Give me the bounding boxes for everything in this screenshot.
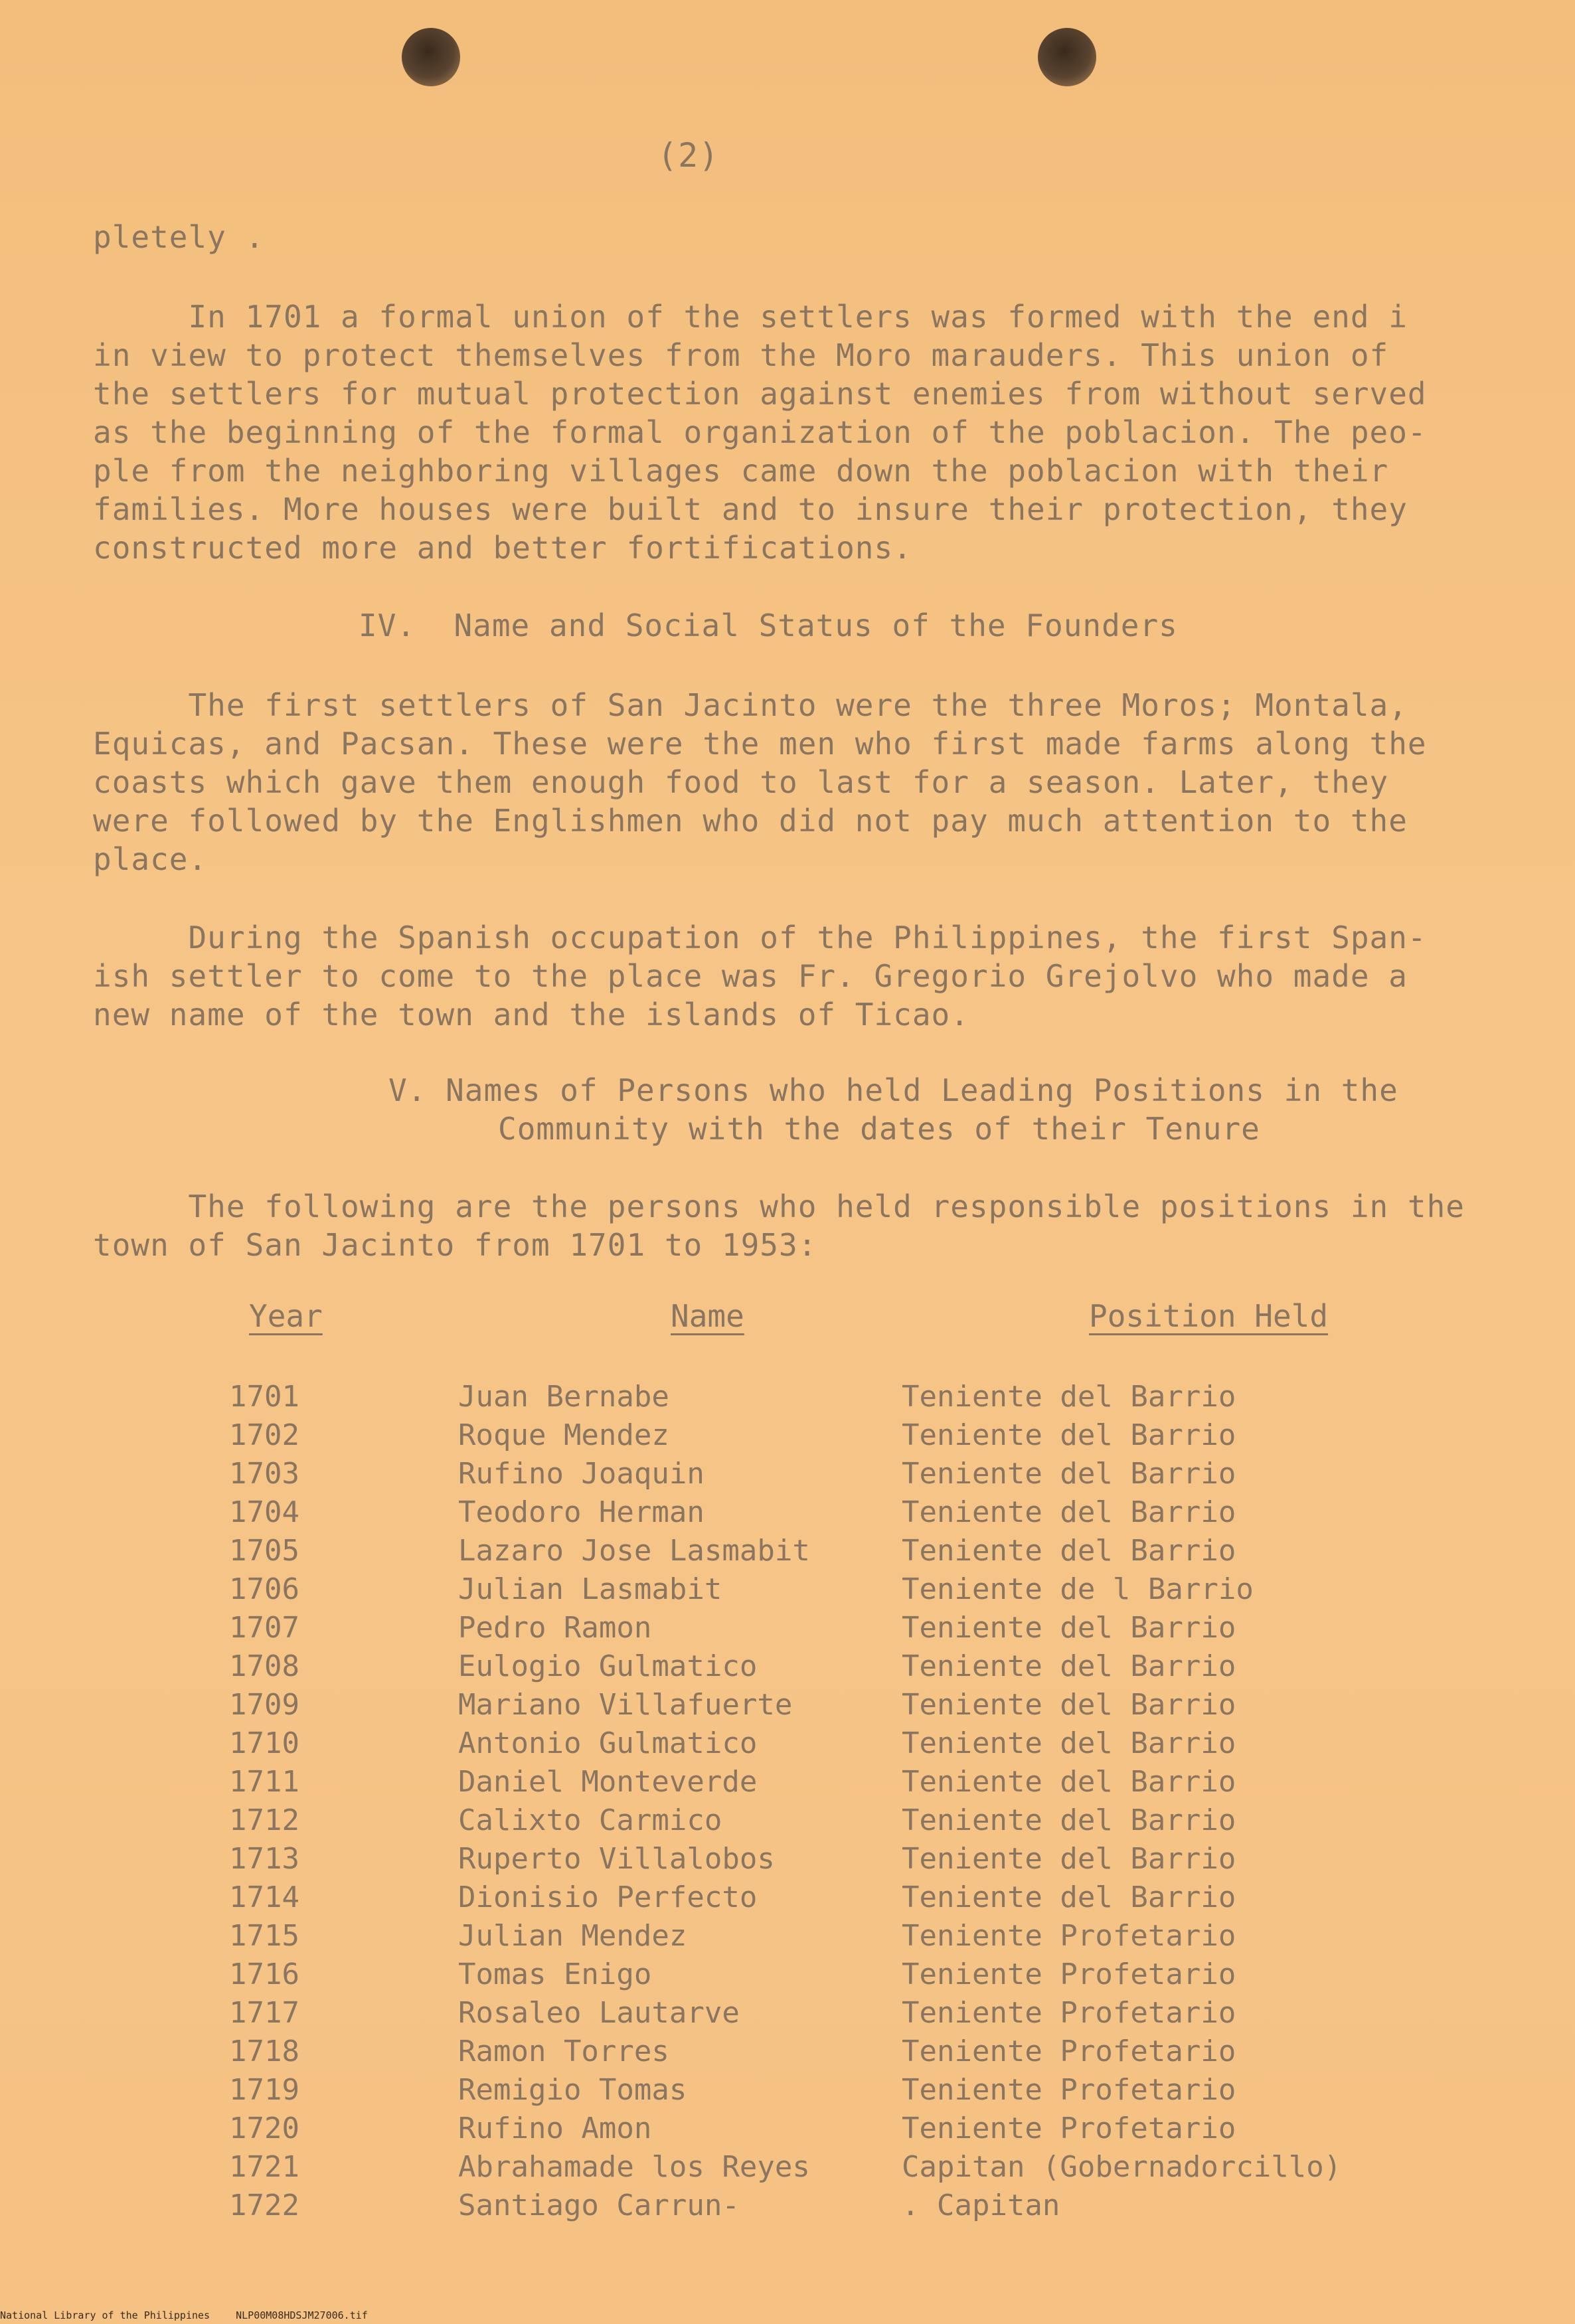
name-cell: Dionisio Perfecto (458, 1880, 758, 1914)
year-cell: 1708 (229, 1649, 299, 1683)
text-line: place. (93, 841, 208, 877)
page-number: (2) (657, 136, 720, 175)
position-cell: Teniente del Barrio (902, 1880, 1236, 1914)
table-row (0, 1765, 1575, 1803)
position-cell: Teniente del Barrio (902, 1380, 1236, 1414)
year-cell: 1706 (229, 1572, 299, 1606)
year-cell: 1709 (229, 1688, 299, 1722)
position-cell: Teniente del Barrio (902, 1649, 1236, 1683)
table-header-name: Name (671, 1298, 744, 1334)
text-line: In 1701 a formal union of the settlers was formed with the end i (93, 299, 1408, 335)
text-line: ple from the neighboring villages came down the poblacion with their (93, 453, 1389, 489)
table-row (0, 1919, 1575, 1957)
year-cell: 1720 (229, 2112, 299, 2145)
position-cell: Teniente Profetario (902, 1996, 1236, 2030)
table-row (0, 1611, 1575, 1649)
position-cell: Teniente del Barrio (902, 1688, 1236, 1722)
name-cell: Daniel Monteverde (458, 1765, 758, 1799)
table-row (0, 1726, 1575, 1765)
table-row (0, 1649, 1575, 1688)
position-cell: Teniente del Barrio (902, 1842, 1236, 1876)
punch-hole-left (402, 28, 460, 86)
section-heading-iv: IV. Name and Social Status of the Founders (359, 608, 1178, 643)
section-heading-v-line2: Community with the dates of their Tenure (498, 1111, 1260, 1147)
year-cell: 1710 (229, 1726, 299, 1760)
text-line: The following are the persons who held responsible positions in the (93, 1189, 1465, 1224)
table-row (0, 1688, 1575, 1726)
text-line: in view to protect themselves from the Moro marauders. This union of (93, 337, 1389, 373)
table-header-year: Year (249, 1298, 323, 1334)
year-cell: 1716 (229, 1957, 299, 1991)
name-cell: Julian Lasmabit (458, 1572, 722, 1606)
year-cell: 1712 (229, 1803, 299, 1837)
position-cell: Teniente Profetario (902, 2034, 1236, 2068)
table-row (0, 2073, 1575, 2112)
scan-footer (0, 2309, 388, 2321)
text-line: constructed more and better fortifications. (93, 530, 912, 566)
name-cell: Santiago Carrun- (458, 2189, 740, 2222)
position-cell: Teniente del Barrio (902, 1534, 1236, 1568)
text-line: Equicas, and Pacsan. These were the men who first made farms along the (93, 726, 1427, 762)
name-cell: Rufino Amon (458, 2112, 652, 2145)
year-cell: 1715 (229, 1919, 299, 1953)
table-row (0, 1842, 1575, 1880)
year-cell: 1721 (229, 2150, 299, 2184)
position-cell: Teniente Profetario (902, 2112, 1236, 2145)
year-cell: 1701 (229, 1380, 299, 1414)
text-line: coasts which gave them enough food to last for a season. Later, they (93, 764, 1389, 800)
year-cell: 1717 (229, 1996, 299, 2030)
position-cell: Teniente del Barrio (902, 1765, 1236, 1799)
name-cell: Teodoro Herman (458, 1495, 705, 1529)
table-row (0, 1803, 1575, 1842)
table-row (0, 1534, 1575, 1572)
name-cell: Remigio Tomas (458, 2073, 687, 2107)
name-cell: Roque Mendez (458, 1418, 669, 1452)
name-cell: Eulogio Gulmatico (458, 1649, 758, 1683)
punch-hole-right (1038, 28, 1096, 86)
position-cell: Capitan (Gobernadorcillo) (902, 2150, 1342, 2184)
text-line: families. More houses were built and to insure their protection, they (93, 491, 1408, 527)
position-cell: Teniente del Barrio (902, 1457, 1236, 1491)
name-cell: Pedro Ramon (458, 1611, 652, 1645)
position-cell: Teniente del Barrio (902, 1495, 1236, 1529)
table-row (0, 1495, 1575, 1534)
position-cell: Teniente del Barrio (902, 1418, 1236, 1452)
name-cell: Antonio Gulmatico (458, 1726, 758, 1760)
text-line: The first settlers of San Jacinto were the three Moros; Montala, (93, 687, 1408, 723)
position-cell: Teniente Profetario (902, 1957, 1236, 1991)
name-cell: Rosaleo Lautarve (458, 1996, 740, 2030)
text-line: the settlers for mutual protection against enemies from without served (93, 376, 1427, 412)
year-cell: 1705 (229, 1534, 299, 1568)
text-line: town of San Jacinto from 1701 to 1953: (93, 1227, 817, 1263)
name-cell: Mariano Villafuerte (458, 1688, 793, 1722)
text-line: as the beginning of the formal organization of the poblacion. The peo- (93, 414, 1427, 450)
table-row (0, 1572, 1575, 1611)
year-cell: 1704 (229, 1495, 299, 1529)
position-cell: Teniente Profetario (902, 2073, 1236, 2107)
year-cell: 1722 (229, 2189, 299, 2222)
table-row (0, 1996, 1575, 2034)
year-cell: 1719 (229, 2073, 299, 2107)
name-cell: Lazaro Jose Lasmabit (458, 1534, 810, 1568)
table-row (0, 1880, 1575, 1919)
name-cell: Ruperto Villalobos (458, 1842, 775, 1876)
table-row (0, 1457, 1575, 1495)
table-row (0, 2189, 1575, 2227)
table-row (0, 2150, 1575, 2189)
year-cell: 1714 (229, 1880, 299, 1914)
footer-library: National Library of the Philippines (0, 2309, 210, 2321)
year-cell: 1718 (229, 2034, 299, 2068)
name-cell: Tomas Enigo (458, 1957, 652, 1991)
name-cell: Julian Mendez (458, 1919, 687, 1953)
position-cell: Teniente del Barrio (902, 1803, 1236, 1837)
name-cell: Rufino Joaquin (458, 1457, 705, 1491)
position-cell: Teniente de l Barrio (902, 1572, 1254, 1606)
section-heading-v-line1: V. Names of Persons who held Leading Positions in the (388, 1072, 1398, 1108)
name-cell: Ramon Torres (458, 2034, 669, 2068)
year-cell: 1702 (229, 1418, 299, 1452)
table-row (0, 2034, 1575, 2073)
table-row (0, 1418, 1575, 1457)
text-line: new name of the town and the islands of Ticao. (93, 997, 969, 1033)
text-line: pletely . (93, 219, 265, 255)
year-cell: 1703 (229, 1457, 299, 1491)
name-cell: Juan Bernabe (458, 1380, 669, 1414)
position-cell: Teniente del Barrio (902, 1726, 1236, 1760)
table-header-position: Position Held (1089, 1298, 1329, 1334)
name-cell: Calixto Carmico (458, 1803, 722, 1837)
position-cell: . Capitan (902, 2189, 1060, 2222)
table-row (0, 2112, 1575, 2150)
year-cell: 1713 (229, 1842, 299, 1876)
year-cell: 1711 (229, 1765, 299, 1799)
position-cell: Teniente Profetario (902, 1919, 1236, 1953)
table-row (0, 1380, 1575, 1418)
text-line: ish settler to come to the place was Fr. Gregorio Grejolvo who made a (93, 958, 1408, 994)
text-line: During the Spanish occupation of the Philippines, the first Span- (93, 920, 1427, 955)
footer-file: NLP00M08HDSJM27006.tif (236, 2309, 368, 2321)
name-cell: Abrahamade los Reyes (458, 2150, 810, 2184)
table-row (0, 1957, 1575, 1996)
position-cell: Teniente del Barrio (902, 1611, 1236, 1645)
text-line: were followed by the Englishmen who did not pay much attention to the (93, 803, 1408, 839)
year-cell: 1707 (229, 1611, 299, 1645)
